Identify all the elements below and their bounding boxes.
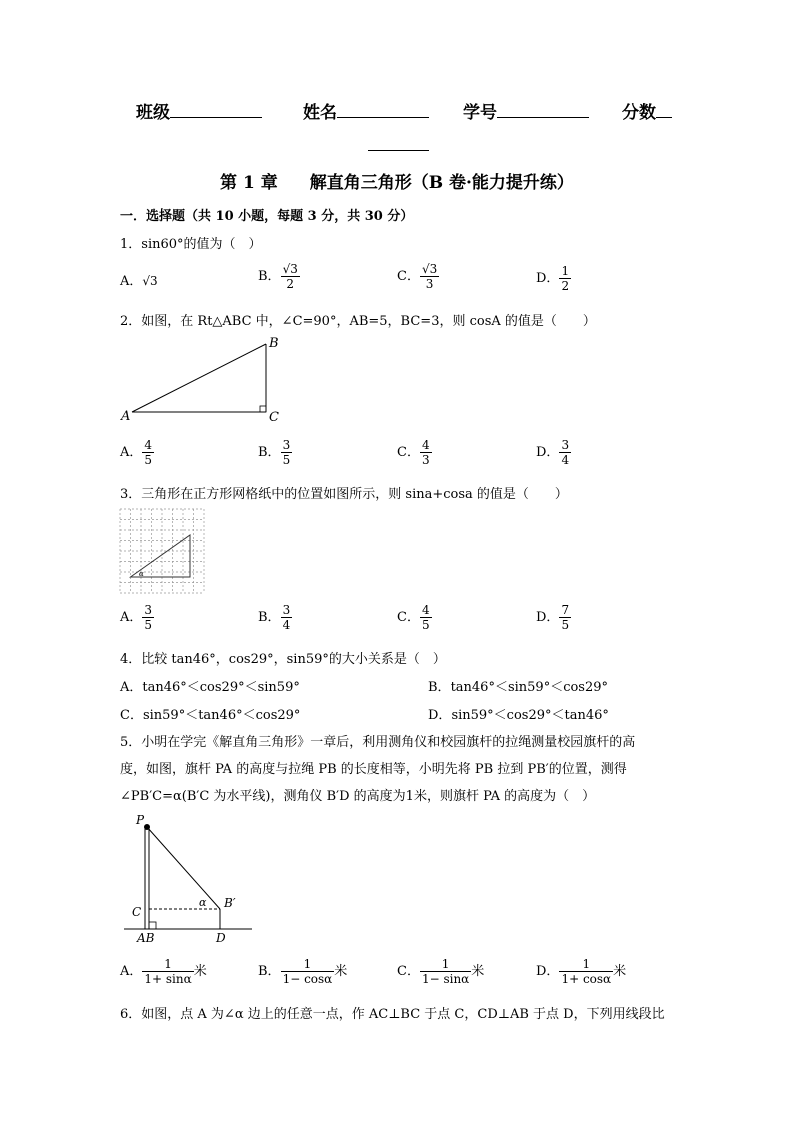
option-fraction (559, 438, 571, 467)
vertex-b-label: B (269, 336, 279, 351)
option-letter: D． (428, 708, 452, 723)
unit-label: 米 (613, 964, 627, 979)
denominator: 3 (425, 277, 434, 291)
option-fraction (142, 957, 193, 986)
side-ab (132, 344, 266, 412)
q4-option-a[interactable] (120, 676, 300, 695)
option-letter: B． (428, 680, 451, 695)
option-fraction (420, 262, 439, 291)
q3-option-d[interactable] (536, 603, 571, 632)
denominator: 5 (561, 618, 570, 632)
square-grid (120, 509, 204, 593)
option-letter: A． (120, 274, 143, 289)
score-label: 分数 (622, 103, 656, 123)
point-c-label: C (132, 905, 142, 919)
q1-option-b[interactable] (258, 262, 300, 291)
option-value: tan46°＜sin59°＜cos29° (450, 680, 609, 695)
question-1-stem: 1．sin60°的值为（ ） (120, 237, 262, 252)
question-5-stem-line-2: 度，如图，旗杆 PA 的高度与拉绳 PB 的长度相等，小明先将 PB 拉到 PB′的位置，测得 (120, 762, 627, 777)
numerator: 4 (421, 603, 430, 617)
angle-alpha-label: α (199, 896, 207, 909)
right-angle-mark (149, 922, 156, 929)
option-letter: C． (397, 269, 420, 284)
unit-label: 米 (193, 964, 207, 979)
option-value: tan46°＜cos29°＜sin59° (142, 680, 300, 695)
student-id-field[interactable] (463, 98, 589, 123)
q2-option-a[interactable] (120, 438, 154, 467)
q1-option-a[interactable] (120, 270, 158, 289)
q2-option-c[interactable] (397, 438, 432, 467)
denominator: 1+ sinα (144, 972, 192, 986)
option-letter: B． (258, 964, 281, 979)
q3-option-c[interactable] (397, 603, 432, 632)
numerator: 1 (420, 957, 471, 972)
option-fraction (559, 603, 571, 632)
q1-option-c[interactable] (397, 262, 439, 291)
option-fraction (142, 603, 154, 632)
q4-option-d[interactable] (428, 704, 609, 723)
page-title (0, 168, 794, 193)
chapter-name: 解直角三角形（B 卷·能力提升练） (309, 173, 574, 193)
denominator: 2 (286, 277, 295, 291)
option-letter: C． (120, 708, 143, 723)
right-triangle-figure (118, 334, 288, 426)
numerator: 7 (561, 603, 570, 617)
angle-alpha-label: α (139, 570, 144, 578)
option-fraction (281, 438, 293, 467)
numerator: 3 (144, 603, 153, 617)
option-fraction (420, 957, 471, 986)
option-letter: A． (120, 680, 143, 695)
numerator: 4 (144, 438, 153, 452)
option-letter: B． (258, 610, 281, 625)
q5-option-b[interactable] (258, 957, 347, 986)
option-fraction (559, 957, 613, 986)
rope-pb (147, 827, 220, 909)
question-2-stem: 2．如图，在 Rt△ABC 中，∠C=90°，AB=5，BC=3，则 cosA 的值是（ ） (120, 314, 596, 329)
unit-label: 米 (471, 964, 485, 979)
numerator: √3 (421, 262, 438, 276)
option-fraction (281, 957, 335, 986)
class-field[interactable] (136, 98, 262, 123)
vertex-a-label: A (121, 409, 131, 424)
question-5-stem-line-1: 5．小明在学完《解直角三角形》一章后，利用测角仪和校园旗杆的拉绳测量校园旗杆的高 (120, 735, 636, 750)
option-fraction (142, 438, 154, 467)
grid-triangle-figure (120, 509, 204, 593)
option-fraction (420, 438, 432, 467)
student-id-label: 学号 (463, 103, 497, 123)
denominator: 4 (282, 618, 291, 632)
vertex-c-label: C (269, 410, 279, 425)
denominator: 5 (144, 453, 153, 467)
q2-option-b[interactable] (258, 438, 292, 467)
option-letter: D． (536, 964, 560, 979)
q4-option-c[interactable] (120, 704, 300, 723)
question-3-stem: 3．三角形在正方形网格纸中的位置如图所示，则 sina+cosa 的值是（ ） (120, 487, 568, 502)
denominator: 1− sinα (421, 972, 470, 986)
q4-option-b[interactable] (428, 676, 608, 695)
option-value: sin59°＜cos29°＜tan46° (451, 708, 609, 723)
denominator: 1+ cosα (561, 972, 612, 986)
option-letter: A． (120, 610, 143, 625)
point-b-prime-label: B′ (224, 896, 236, 910)
numerator: 4 (421, 438, 430, 452)
option-letter: D． (536, 271, 560, 286)
denominator: 3 (421, 453, 430, 467)
section-heading: 一．选择题（共 10 小题，每题 3 分，共 30 分） (120, 209, 414, 224)
option-letter: D． (536, 445, 560, 460)
numerator: 1 (281, 957, 335, 972)
denominator: 5 (421, 618, 430, 632)
numerator: 3 (561, 438, 570, 452)
point-d-label: D (216, 931, 226, 945)
denominator: 4 (561, 453, 570, 467)
denominator: 5 (144, 618, 153, 632)
flagpole-figure (120, 812, 260, 947)
denominator: 5 (282, 453, 291, 467)
option-letter: B． (258, 269, 281, 284)
option-fraction (420, 603, 432, 632)
q2-option-d[interactable] (536, 438, 571, 467)
q5-option-c[interactable] (397, 957, 484, 986)
name-label: 姓名 (303, 103, 337, 123)
option-fraction (281, 262, 300, 291)
class-label: 班级 (136, 103, 170, 123)
option-fraction (281, 603, 293, 632)
chapter-label: 第 1 章 (220, 173, 278, 193)
q3-option-a[interactable] (120, 603, 154, 632)
option-letter: A． (120, 445, 143, 460)
denominator: 2 (561, 279, 570, 293)
right-angle-mark (260, 406, 266, 412)
numerator: 3 (282, 603, 291, 617)
score-field[interactable] (622, 98, 672, 123)
denominator: 1− cosα (282, 972, 333, 986)
numerator: 1 (142, 957, 193, 972)
q3-option-b[interactable] (258, 603, 292, 632)
option-fraction (559, 264, 571, 293)
question-5-stem-line-3: ∠PB′C=α(B′C 为水平线)，测角仪 B′D 的高度为1米，则旗杆 PA 的高度为（ ） (120, 789, 596, 804)
point-p-label: P (136, 813, 145, 827)
numerator: 1 (559, 957, 613, 972)
name-field[interactable] (303, 98, 429, 123)
option-letter: B． (258, 445, 281, 460)
option-letter: D． (536, 610, 560, 625)
option-letter: A． (120, 964, 143, 979)
point-ab-label: AB (137, 931, 155, 945)
option-letter: C． (397, 445, 420, 460)
numerator: 1 (561, 264, 570, 278)
question-6-stem: 6．如图，点 A 为∠α 边上的任意一点，作 AC⊥BC 于点 C，CD⊥AB 于点 D，下列用线段比 (120, 1007, 665, 1022)
numerator: √3 (282, 262, 298, 276)
q5-option-a[interactable] (120, 957, 207, 986)
q5-option-d[interactable] (536, 957, 626, 986)
score-underline-continued (368, 150, 429, 151)
numerator: 3 (282, 438, 291, 452)
option-value: √3 (142, 274, 158, 288)
option-letter: C． (397, 610, 420, 625)
unit-label: 米 (334, 964, 348, 979)
q1-option-d[interactable] (536, 264, 571, 293)
question-4-stem: 4．比较 tan46°，cos29°，sin59°的大小关系是（ ） (120, 652, 446, 667)
option-value: sin59°＜tan46°＜cos29° (142, 708, 301, 723)
option-letter: C． (397, 964, 420, 979)
